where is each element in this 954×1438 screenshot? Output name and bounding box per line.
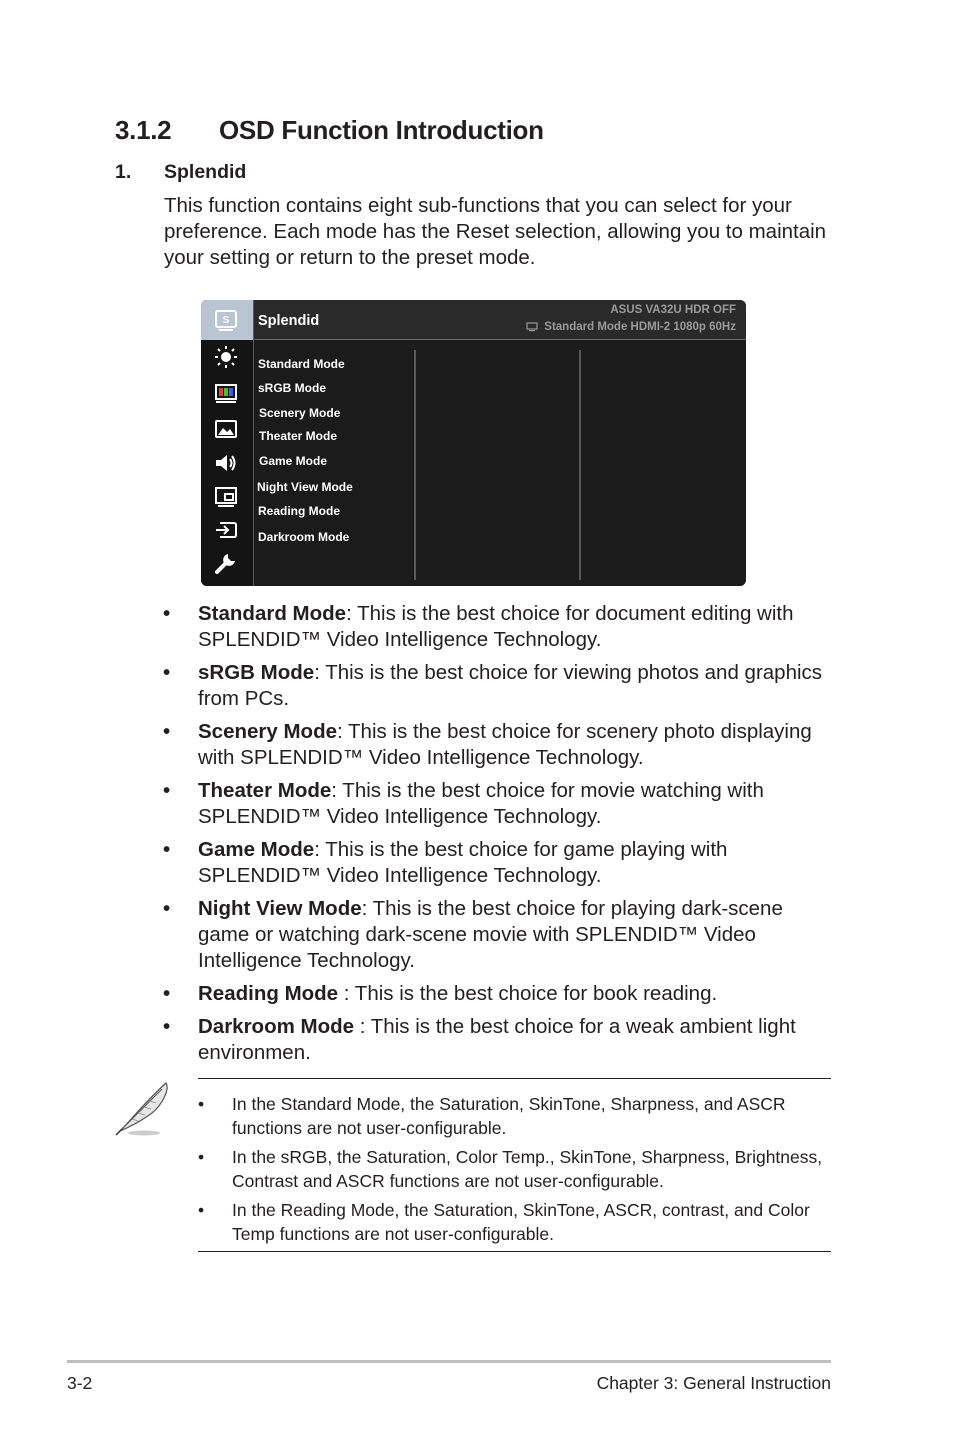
bullet: • xyxy=(163,838,171,861)
osd-model-info: ASUS VA32U HDR OFF xyxy=(610,304,736,316)
mode-description-list xyxy=(163,601,835,1073)
note-divider-bottom xyxy=(198,1251,831,1252)
note-item xyxy=(198,1146,831,1193)
system-setup-icon xyxy=(213,550,239,576)
bullet: • xyxy=(163,602,171,625)
bullet: • xyxy=(163,982,171,1005)
bullet: • xyxy=(163,897,171,920)
bullet-term: Theater Mode xyxy=(198,779,332,802)
section-title: OSD Function Introduction xyxy=(219,115,544,145)
list-item xyxy=(163,601,835,653)
osd-column-divider xyxy=(579,350,581,580)
bullet: • xyxy=(198,1147,205,1167)
bullet: • xyxy=(163,1015,171,1038)
bullet: • xyxy=(163,661,171,684)
osd-mode-item[interactable]: Darkroom Mode xyxy=(258,530,350,544)
chapter-title: Chapter 3: General Instruction xyxy=(596,1373,831,1393)
osd-menu-screenshot xyxy=(201,300,746,586)
osd-mode-item[interactable]: Scenery Mode xyxy=(259,406,341,420)
osd-mode-item[interactable]: sRGB Mode xyxy=(258,381,327,395)
note-list xyxy=(198,1093,831,1252)
osd-title: Splendid xyxy=(258,313,320,329)
bullet-text: : This is the best choice for game playing with SPLENDID™ Video Intelligence Technology. xyxy=(198,838,728,887)
bullet-term: Night View Mode xyxy=(198,897,362,920)
note-text: In the Reading Mode, the Saturation, SkinTone, ASCR, contrast, and Color Temp functions are not user-configurable. xyxy=(232,1200,810,1244)
bullet-text: : This is the best choice for movie watching with SPLENDID™ Video Intelligence Technology. xyxy=(198,779,764,828)
bullet-text: : This is the best choice for document editing with SPLENDID™ Video Intelligence Technology. xyxy=(198,602,794,651)
footer-rule xyxy=(67,1360,831,1363)
bullet-text: : This is the best choice for book reading. xyxy=(338,982,718,1005)
image-icon xyxy=(213,416,239,442)
intro-paragraph: This function contains eight sub-functions that you can select for your preference. Each mode has the Reset selection, allowing you to maintain your setting or return to the preset mode. xyxy=(164,194,827,269)
section-number: 3.1.2 xyxy=(115,115,172,145)
input-select-icon xyxy=(213,517,239,543)
page-number: 3-2 xyxy=(67,1373,93,1393)
bullet-term: Standard Mode xyxy=(198,602,347,625)
note-text: In the Standard Mode, the Saturation, SkinTone, Sharpness, and ASCR functions are not user-configurable. xyxy=(232,1094,786,1138)
bullet-term: sRGB Mode xyxy=(198,661,315,684)
osd-status-text: Standard Mode HDMI-2 1080p 60Hz xyxy=(544,321,736,333)
bullet: • xyxy=(163,720,171,743)
note-divider-top xyxy=(198,1078,831,1079)
list-item xyxy=(163,778,835,830)
item-title: Splendid xyxy=(164,161,247,183)
feather-pen-icon xyxy=(112,1079,174,1142)
osd-column-divider xyxy=(414,350,416,580)
bullet: • xyxy=(163,779,171,802)
osd-mode-item[interactable]: Standard Mode xyxy=(258,357,345,371)
item-heading xyxy=(115,161,246,184)
list-item xyxy=(163,660,835,712)
item-number: 1. xyxy=(115,161,132,183)
list-item xyxy=(163,896,835,974)
bullet-term: Game Mode xyxy=(198,838,315,861)
list-item xyxy=(163,837,835,889)
osd-mode-item[interactable]: Game Mode xyxy=(259,454,328,468)
splendid-icon-letter: S xyxy=(222,315,230,326)
bullet-text: : This is the best choice for viewing photos and graphics from PCs. xyxy=(198,661,823,710)
list-item xyxy=(163,719,835,771)
list-item xyxy=(163,981,835,1007)
bullet: • xyxy=(198,1200,205,1220)
osd-mode-item[interactable]: Theater Mode xyxy=(259,429,338,443)
bullet-term: Darkroom Mode xyxy=(198,1015,355,1038)
note-item xyxy=(198,1093,831,1140)
list-item xyxy=(163,1014,835,1066)
section-heading xyxy=(115,115,544,146)
bullet-term: Reading Mode xyxy=(198,982,339,1005)
osd-mode-item[interactable]: Reading Mode xyxy=(258,504,341,518)
note-text: In the sRGB, the Saturation, Color Temp., SkinTone, Sharpness, Brightness, Contrast and ASCR functions are not user-configurable. xyxy=(232,1147,823,1191)
osd-mode-item[interactable]: Night View Mode xyxy=(257,480,353,494)
bullet-term: Scenery Mode xyxy=(198,720,337,743)
splendid-icon xyxy=(213,307,239,333)
note-item xyxy=(198,1199,831,1246)
monitor-icon xyxy=(526,322,538,332)
bullet-text: : This is the best choice for a weak ambient light environmen. xyxy=(198,1015,796,1064)
pip-icon xyxy=(213,483,239,509)
brightness-icon xyxy=(213,344,239,370)
color-icon xyxy=(213,380,239,406)
bullet: • xyxy=(198,1094,205,1114)
osd-sidebar xyxy=(201,300,254,586)
bullet-text: : This is the best choice for scenery photo displaying with SPLENDID™ Video Intelligence Technology. xyxy=(198,720,812,769)
osd-header xyxy=(254,300,746,340)
sound-icon xyxy=(213,450,239,476)
bullet-text: : This is the best choice for playing dark-scene game or watching dark-scene movie with SPLENDID™ Video Intelligence Technology. xyxy=(198,897,783,972)
osd-status-info xyxy=(526,321,736,333)
